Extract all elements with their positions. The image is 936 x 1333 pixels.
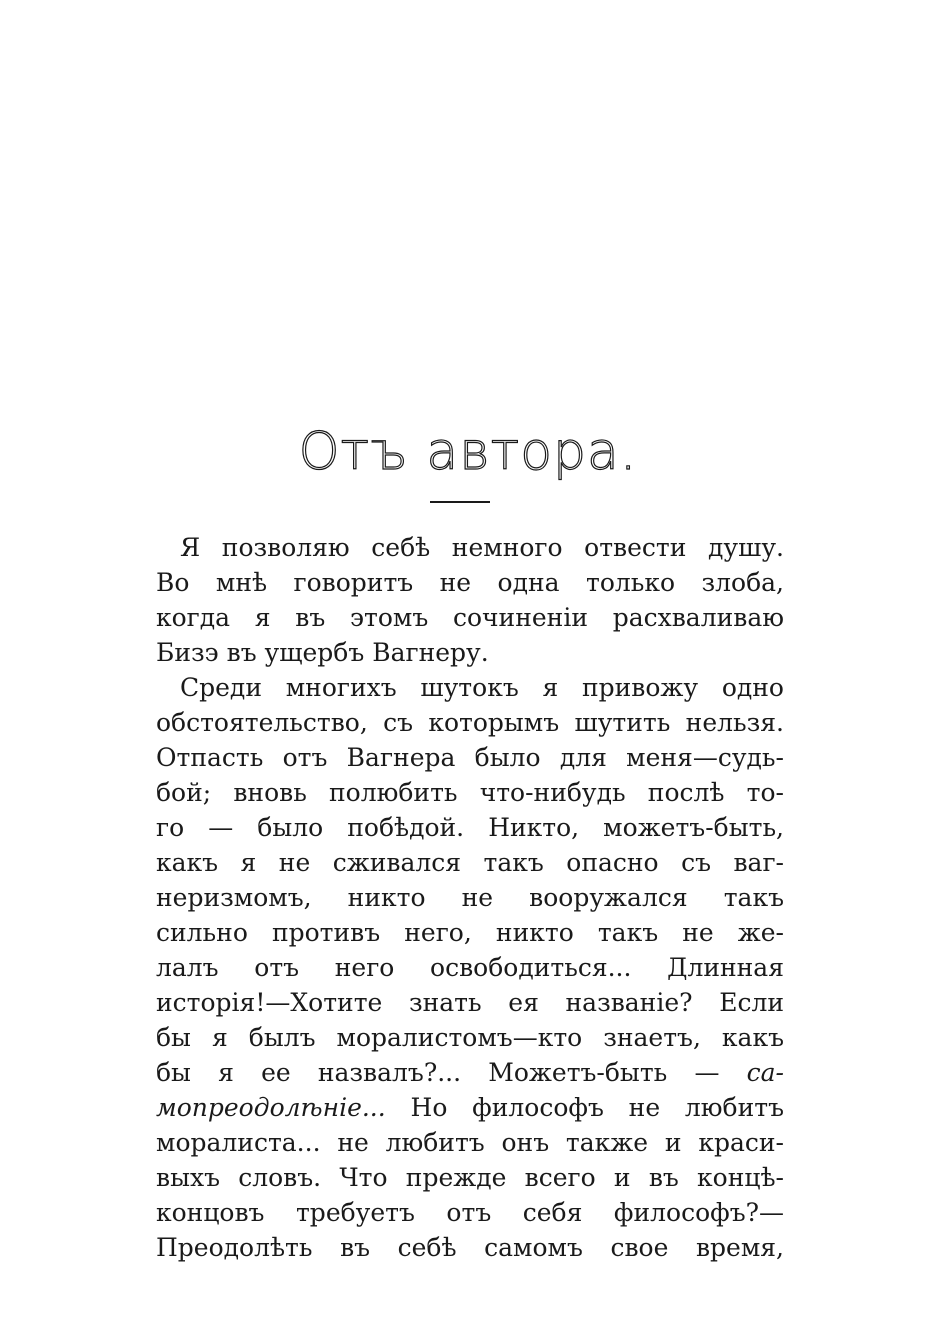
text-run: бы я ее назвалъ?... Можетъ-быть — bbox=[156, 1058, 720, 1087]
text-line: обстоятельство, съ которымъ шутить нельзя. bbox=[156, 708, 784, 737]
text-line: исторія!—Хотите знать ея названіе? Если bbox=[156, 988, 784, 1017]
title-divider bbox=[430, 501, 490, 503]
text-line: Преодолѣть въ себѣ самомъ свое время, bbox=[156, 1233, 784, 1262]
text-line: какъ я не сживался такъ опасно съ ваг- bbox=[156, 848, 784, 877]
text-line-with-italic bbox=[156, 1055, 784, 1090]
text-line: лалъ отъ него освободиться... Длинная bbox=[156, 953, 784, 982]
text-line: сильно противъ него, никто такъ не же- bbox=[156, 918, 784, 947]
text-run: Но философъ не любитъ bbox=[410, 1093, 785, 1122]
text-line: го — было побѣдой. Никто, можетъ-быть, bbox=[156, 813, 784, 842]
text-line: Среди многихъ шутокъ я привожу одно bbox=[180, 673, 784, 702]
body-text bbox=[156, 530, 784, 1265]
italic-run: мопреодолѣніе... bbox=[156, 1093, 386, 1122]
text-line-with-italic bbox=[156, 1090, 784, 1125]
text-line: когда я въ этомъ сочиненіи расхваливаю bbox=[156, 603, 784, 632]
text-line: выхъ словъ. Что прежде всего и въ концѣ- bbox=[156, 1163, 784, 1192]
text-line: бы я былъ моралистомъ—кто знаетъ, какъ bbox=[156, 1023, 784, 1052]
text-line: Во мнѣ говоритъ не одна только злоба, bbox=[156, 568, 784, 597]
chapter-title: Отъ автора. bbox=[298, 422, 638, 482]
text-line: концовъ требуетъ отъ себя философъ?— bbox=[156, 1198, 784, 1227]
text-line: Бизэ въ ущербъ Вагнеру. bbox=[156, 638, 489, 667]
text-line: Отпасть отъ Вагнера было для меня—судь- bbox=[156, 743, 784, 772]
text-line: моралиста... не любитъ онъ также и краси- bbox=[156, 1128, 784, 1157]
text-line: Я позволяю себѣ немного отвести душу. bbox=[180, 533, 784, 562]
text-line: неризмомъ, никто не вооружался такъ bbox=[156, 883, 784, 912]
text-line: бой; вновь полюбить что-нибудь послѣ то- bbox=[156, 778, 784, 807]
italic-run: са- bbox=[746, 1058, 784, 1087]
